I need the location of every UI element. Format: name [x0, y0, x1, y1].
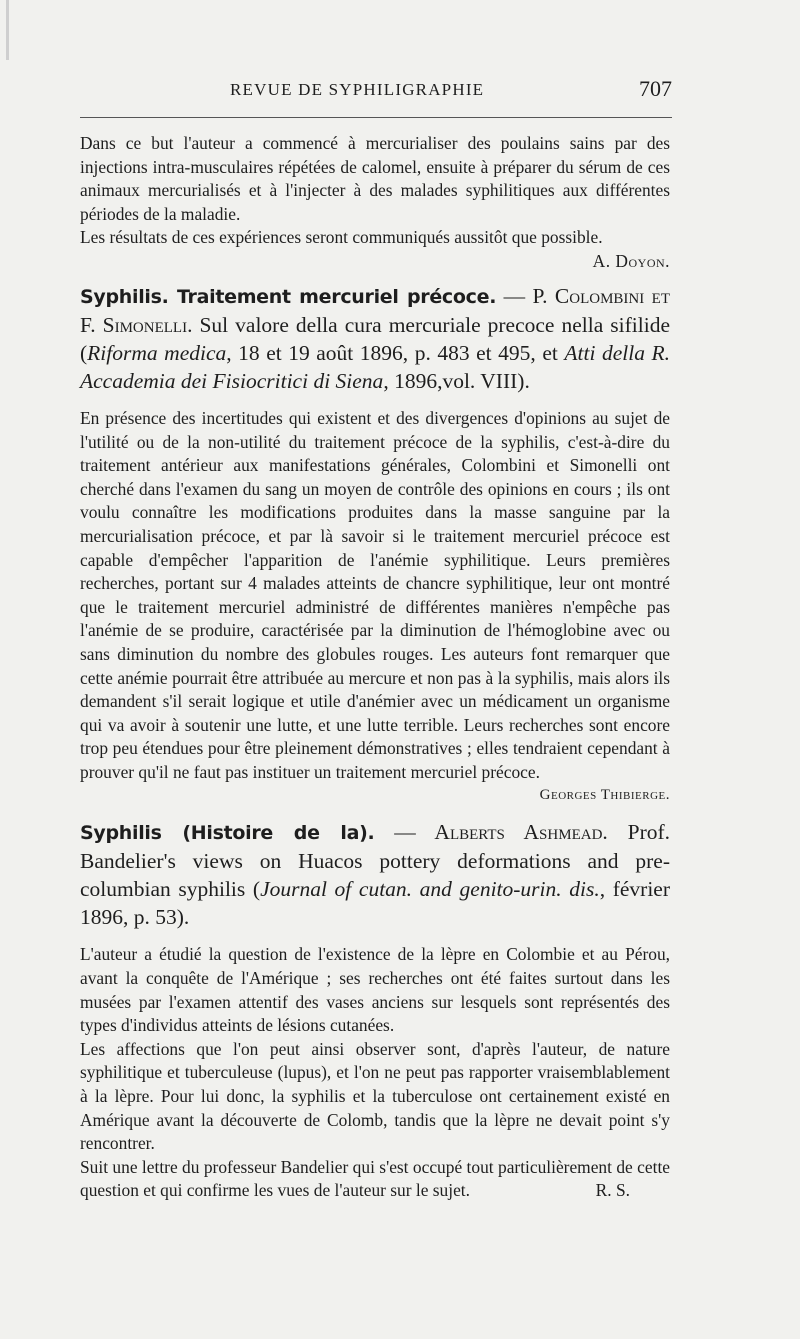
- article-colombini-body-text: En présence des incertitudes qui existent et des divergences d'opinions au sujet de l'utilité ou de la non-utilité du traitement précoce de la syphilis, c'est-à-dire du traitement antérieur aux manifestations générales, Colombini et Simonelli ont cherché dans l'examen du sang un moyen de contrôle des opinions en cours ; ils ont voulu connaître les modifications produites dans la masse sanguine par la mercurialisation précoce, et par là savoir si le traitement mercuriel précoce est capable d'empêcher l'apparition de l'anémie syphilitique. Leurs premières recherches, portant sur 4 malades atteints de chancre syphilitique, leur ont montré que le traitement mercuriel administré de différentes manières n'empêche pas l'anémie de se produire, caractérisée par la diminution de l'hémoglobine avec ou sans diminution du nombre des globules rouges. Les auteurs font remarquer que cette anémie pourrait être attribuée au mercure et non pas à la syphilis, mais alors ils demandent s'il serait logique et utile d'anémier avec un médicament un organisme qui va avoir à soutenir une lutte, et une lutte terrible. Leurs recherches sont encore trop peu étendues pour être pleinement démonstratives ; elles tendraient cependant à prouver qu'il ne faut pas instituer un traitement mercuriel précoce.: [80, 407, 670, 782]
- page-number: 707: [639, 76, 672, 101]
- article-colombini-citation-3: , 1896,vol. VIII).: [383, 368, 530, 393]
- running-title: REVUE DE SYPHILIGRAPHIE: [230, 80, 485, 99]
- page-body: [80, 132, 670, 1203]
- article-ashmead-paragraph-3: [80, 1156, 670, 1203]
- intro-signature: A. Doyon.: [592, 250, 670, 271]
- article-ashmead-heading: [80, 818, 670, 931]
- article-ashmead-paragraph-2: Les affections que l'on peut ainsi observer sont, d'après l'auteur, de nature syphilitique et tuberculeuse (lupus), et l'on ne peut pas rapporter vraisemblablement à la lèpre. Pour lui donc, la syphilis et la tuberculose ont certainement existé en Amérique avant la découverte de Colomb, tandis que la lèpre ne devait point s'y rencontrer.: [80, 1038, 670, 1154]
- article-colombini-heading: [80, 282, 670, 395]
- intro-paragraph-2: [80, 226, 670, 271]
- header-rule: [80, 117, 672, 118]
- article-ashmead-citation-2: , février 1896, p. 53).: [80, 877, 670, 930]
- article-ashmead-citation-1: Prof. Bandelier's views on Huacos pottery deformations and pre-columbian syphilis (: [80, 820, 671, 902]
- article-ashmead-title: Syphilis (Histoire de la).: [80, 822, 375, 845]
- article-colombini-body: [80, 407, 670, 804]
- article-ashmead-paragraph-3-text: Suit une lettre du professeur Bandelier qui s'est occupé tout particulièrement de cette question et qui confirme les vues de l'auteur sur le sujet.: [80, 1156, 670, 1201]
- article-colombini-title: Syphilis. Traitement mercuriel précoce.: [80, 285, 497, 308]
- article-colombini: [80, 282, 671, 804]
- article-ashmead-paragraph-1: L'auteur a étudié la question de l'existence de la lèpre en Colombie et au Pérou, avant la conquête de l'Amérique ; ses recherches ont été faites surtout dans les musées par l'examen attentif des vases anciens sur lesquels sont représentés des types d'individus atteints de lésions cutanées.: [80, 944, 670, 1036]
- intro-paragraph-1: Dans ce but l'auteur a commencé à mercurialiser des poulains sains par des injections intra-musculaires répétées de calomel, ensuite à préparer du sérum de ces animaux mercurialisés et à l'injecter à des malades syphilitiques aux différentes périodes de la maladie.: [80, 133, 670, 224]
- article-ashmead-authors: — Alberts Ashmead.: [394, 820, 608, 845]
- article-colombini-citation-1: Sul valore della cura mercuriale precoce nella sifilide (: [80, 312, 670, 365]
- article-colombini-authors: — P. Colombini et F. Simonelli.: [80, 283, 671, 337]
- article-colombini-signature: Georges Thibierge.: [539, 787, 670, 804]
- article-ashmead-journal: Journal of cutan. and genito-urin. dis.: [260, 877, 600, 902]
- article-colombini-citation-2: , 18 et 19 août 1896, p. 483 et 495, et: [226, 340, 565, 365]
- intro-paragraph-2-text: Les résultats de ces expériences seront communiqués aussitôt que possible.: [80, 227, 603, 248]
- article-ashmead: [80, 818, 670, 1203]
- scan-edge-mark: [6, 0, 9, 60]
- article-colombini-journal-1: Riforma medica: [87, 340, 227, 365]
- article-colombini-journal-2: Atti della R. Accademia dei Fisiocritici di Siena: [80, 340, 670, 393]
- article-ashmead-signature: R. S.: [595, 1180, 630, 1201]
- running-header: [80, 76, 672, 106]
